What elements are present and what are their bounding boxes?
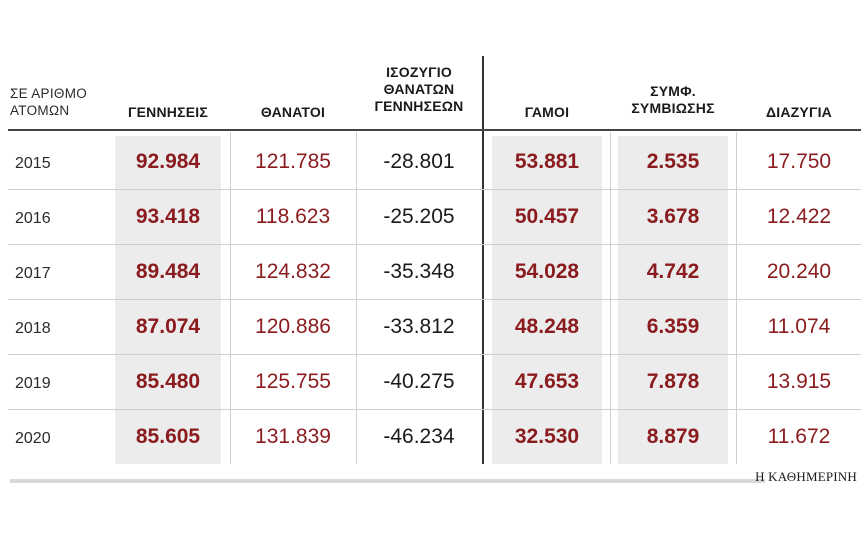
row-divider [8,299,861,300]
cell-deaths: 125.755 [255,370,331,393]
cell-divorces: 11.672 [767,425,831,448]
units-label-line: ΑΤΟΜΩΝ [10,103,70,118]
row-divider [8,189,861,190]
header-divorces [738,104,860,121]
cell-births: 87.074 [135,315,201,338]
cell-divorces: 12.422 [766,205,832,228]
cell-marriages: 48.248 [514,315,580,338]
header-balance-text: ΙΣΟΖΥΓΙΟ [386,64,452,80]
column-divider [610,132,611,464]
cell-births: 93.418 [135,205,201,228]
cell-marriages: 47.653 [514,370,580,393]
header-divorces-text: ΔΙΑΖΥΓΙΑ [766,104,832,120]
cell-deaths: 131.839 [255,425,331,448]
cell-births: 85.480 [135,370,201,393]
partnerships-column-shade [618,136,728,464]
row-year: 2020 [15,430,51,447]
header-rule [8,129,861,131]
header-marriages-text: ΓΑΜΟΙ [524,104,570,120]
cell-deaths: 121.785 [255,150,331,173]
header-partnerships-text: ΣΥΜΒΙΩΣΗΣ [631,100,715,116]
cell-marriages: 54.028 [514,260,580,283]
header-balance-text: ΘΑΝΑΤΩΝ [383,81,455,97]
cell-balance: -33.812 [383,315,455,338]
header-births-text: ΓΕΝΝΗΣΕΙΣ [128,104,208,120]
row-divider [8,409,861,410]
units-label-line: ΣΕ ΑΡΙΘΜΟ [10,86,88,101]
cell-births: 85.605 [135,425,201,448]
row-year: 2015 [15,155,51,172]
header-births [115,104,221,121]
cell-divorces: 11.074 [767,315,831,338]
header-deaths [232,104,354,121]
cell-partnerships: 8.879 [646,425,700,448]
cell-divorces: 20.240 [766,260,832,283]
column-divider [230,132,231,464]
cell-deaths: 118.623 [255,205,331,228]
cell-divorces: 17.750 [766,150,832,173]
cell-births: 92.984 [135,150,201,173]
row-divider [8,244,861,245]
cell-balance: -40.275 [383,370,455,393]
units-label [10,85,87,119]
cell-deaths: 120.886 [255,315,331,338]
row-year: 2016 [15,210,51,227]
cell-balance: -35.348 [383,260,455,283]
header-partnerships-text: ΣΥΜΦ. [650,83,696,99]
header-marriages [492,104,602,121]
row-year: 2017 [15,265,51,282]
section-divider [482,56,484,464]
row-year: 2019 [15,375,51,392]
cell-marriages: 50.457 [514,205,580,228]
header-deaths-text: ΘΑΝΑΤΟΙ [260,104,326,120]
cell-partnerships: 3.678 [646,205,700,228]
footer-rule [10,479,765,483]
cell-deaths: 124.832 [255,260,331,283]
marriages-column-shade [492,136,602,464]
header-partnerships [612,83,734,117]
cell-partnerships: 6.359 [646,315,700,338]
cell-marriages: 53.881 [514,150,580,173]
births-column-shade [115,136,221,464]
cell-marriages: 32.530 [514,425,580,448]
source-credit: Η ΚΑΘΗΜΕΡΙΝΗ [755,469,857,484]
cell-divorces: 13.915 [766,370,832,393]
column-divider [736,132,737,464]
cell-balance: -28.801 [383,150,455,173]
cell-partnerships: 2.535 [646,150,700,173]
cell-births: 89.484 [135,260,201,283]
cell-balance: -46.234 [383,425,455,448]
header-balance [358,64,480,115]
cell-partnerships: 4.742 [646,260,700,283]
header-balance-text: ΓΕΝΝΗΣΕΩΝ [374,98,464,114]
row-year: 2018 [15,320,51,337]
cell-balance: -25.205 [383,205,455,228]
cell-partnerships: 7.878 [646,370,700,393]
column-divider [356,132,357,464]
row-divider [8,354,861,355]
